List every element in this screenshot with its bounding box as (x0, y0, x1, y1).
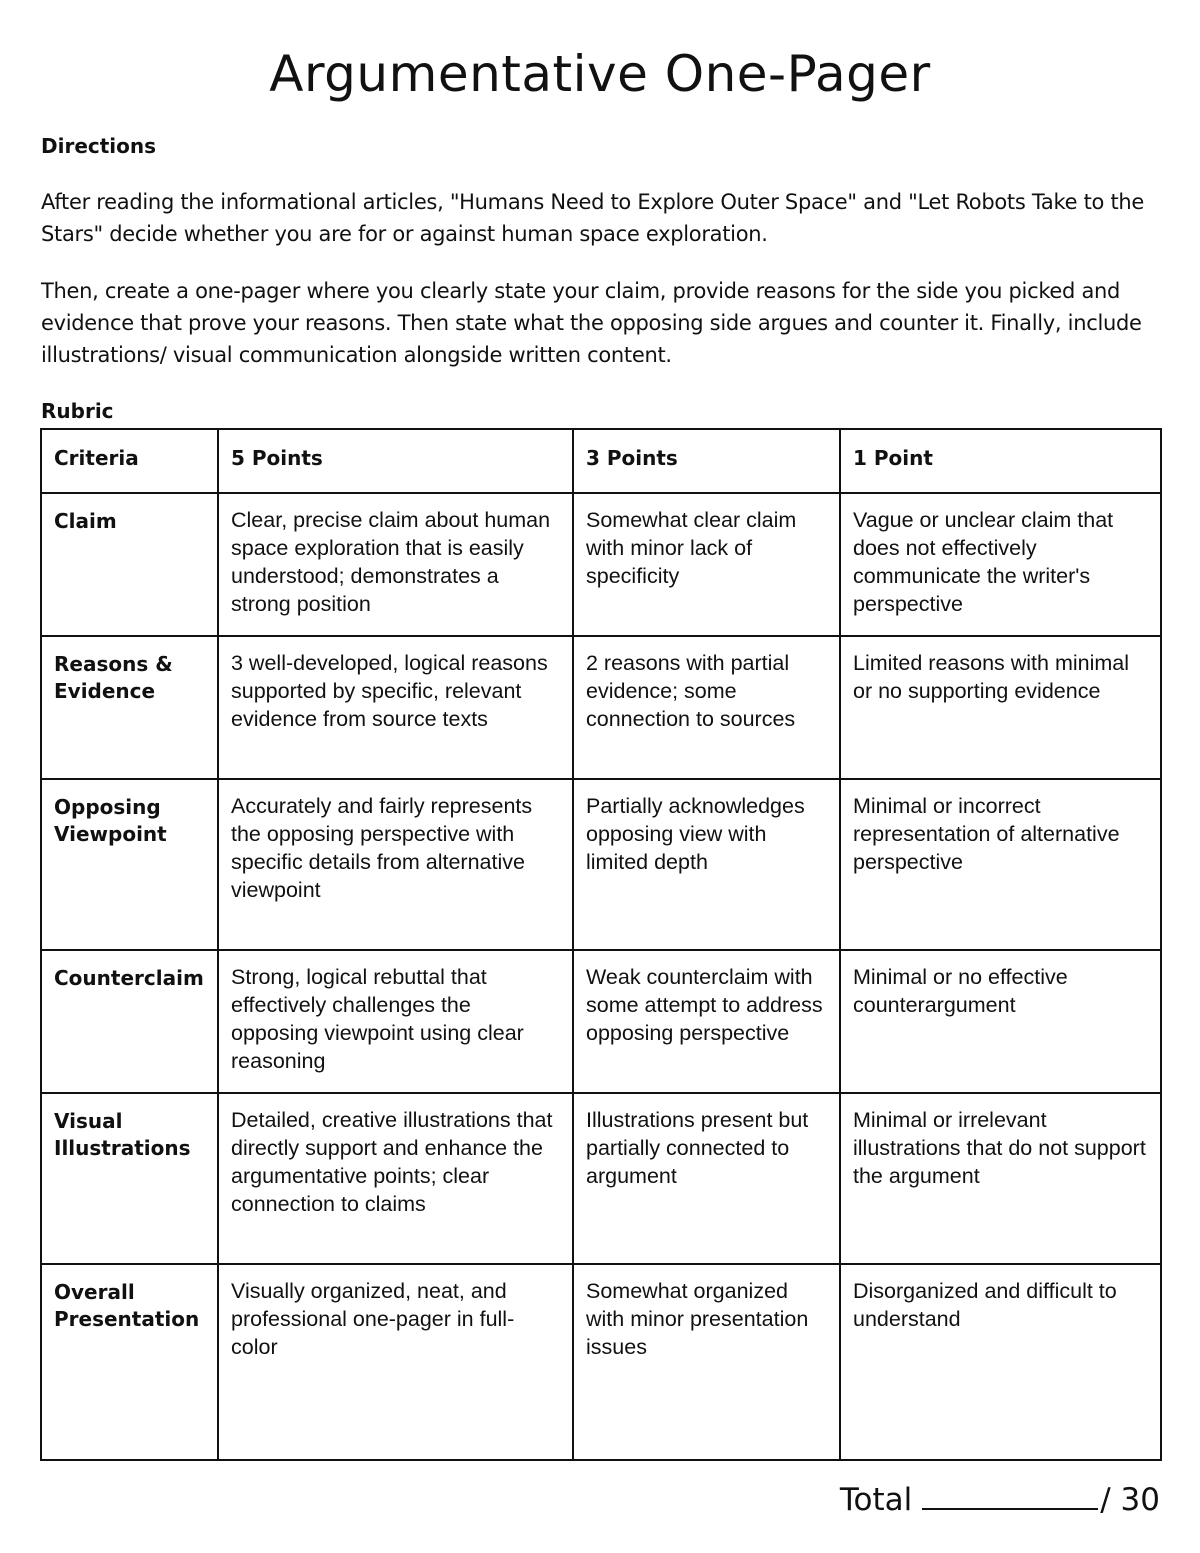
criteria-cell: Opposing Viewpoint (41, 779, 218, 950)
one-point-cell: Minimal or incorrect representation of alternative perspective (840, 779, 1161, 950)
rubric-label: Rubric (41, 399, 114, 423)
directions-paragraph-1: After reading the informational articles, "Humans Need to Explore Outer Space" and "Let Robots Take to the Stars" decide whether you are for or against human space exploration. (41, 190, 1145, 246)
five-points-cell: 3 well-developed, logical reasons supported by specific, relevant evidence from source texts (218, 636, 573, 779)
five-points-cell: Visually organized, neat, and professional one-pager in full-color (218, 1264, 573, 1460)
header-3-points: 3 Points (573, 429, 840, 493)
three-points-cell: Weak counterclaim with some attempt to address opposing perspective (573, 950, 840, 1093)
total-blank-line[interactable] (922, 1478, 1098, 1510)
total-score (840, 1478, 1160, 1520)
total-suffix: / 30 (1100, 1482, 1160, 1518)
table-row (41, 1093, 1161, 1264)
total-label: Total (839, 1482, 913, 1518)
one-point-cell: Disorganized and difficult to understand (840, 1264, 1161, 1460)
one-point-cell: Minimal or irrelevant illustrations that do not support the argument (840, 1093, 1161, 1264)
three-points-cell: 2 reasons with partial evidence; some connection to sources (573, 636, 840, 779)
table-row (41, 950, 1161, 1093)
criteria-cell: Visual Illustrations (41, 1093, 218, 1264)
three-points-cell: Partially acknowledges opposing view with limited depth (573, 779, 840, 950)
directions-label: Directions (41, 134, 157, 158)
three-points-cell: Somewhat organized with minor presentation issues (573, 1264, 840, 1460)
one-point-cell: Vague or unclear claim that does not effectively communicate the writer's perspective (840, 493, 1161, 636)
criteria-cell: Claim (41, 493, 218, 636)
table-row (41, 493, 1161, 636)
five-points-cell: Clear, precise claim about human space exploration that is easily understood; demonstrates a strong position (218, 493, 573, 636)
three-points-cell: Illustrations present but partially connected to argument (573, 1093, 840, 1264)
header-criteria: Criteria (41, 429, 218, 493)
rubric-table (40, 428, 1162, 1461)
five-points-cell: Strong, logical rebuttal that effectively challenges the opposing viewpoint using clear reasoning (218, 950, 573, 1093)
directions-paragraph-2: Then, create a one-pager where you clearly state your claim, provide reasons for the side you picked and evidence that prove your reasons. Then state what the opposing side argues and counter it. Finally, include illustrations/ visual communication alongside written content. (41, 279, 1142, 367)
page-title: Argumentative One-Pager (269, 45, 931, 103)
table-row (41, 636, 1161, 779)
rubric-header-row (41, 429, 1161, 493)
three-points-cell: Somewhat clear claim with minor lack of specificity (573, 493, 840, 636)
table-row (41, 779, 1161, 950)
header-1-point: 1 Point (840, 429, 1161, 493)
criteria-cell: Overall Presentation (41, 1264, 218, 1460)
five-points-cell: Detailed, creative illustrations that directly support and enhance the argumentative points; clear connection to claims (218, 1093, 573, 1264)
table-row (41, 1264, 1161, 1460)
one-point-cell: Minimal or no effective counterargument (840, 950, 1161, 1093)
one-point-cell: Limited reasons with minimal or no supporting evidence (840, 636, 1161, 779)
five-points-cell: Accurately and fairly represents the opposing perspective with specific details from alternative viewpoint (218, 779, 573, 950)
criteria-cell: Counterclaim (41, 950, 218, 1093)
criteria-cell: Reasons & Evidence (41, 636, 218, 779)
header-5-points: 5 Points (218, 429, 573, 493)
